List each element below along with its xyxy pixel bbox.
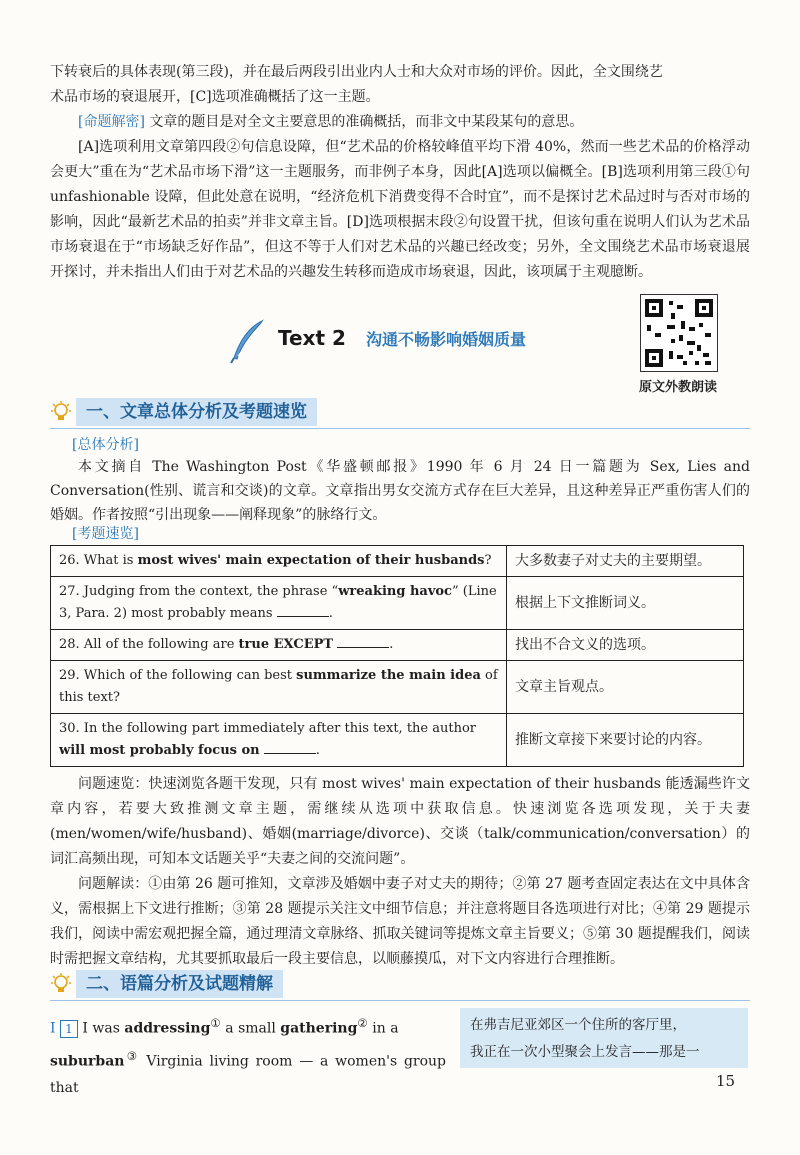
question-cn: 找出不合文义的选项。	[507, 630, 744, 661]
para-mark: I	[50, 1020, 56, 1037]
passage-text: a small	[220, 1020, 281, 1037]
question-table	[50, 545, 744, 767]
page-number: 15	[716, 1072, 736, 1090]
question-text: 27. Judging from the context, the phrase “	[59, 584, 339, 599]
qr-code[interactable]	[640, 294, 718, 372]
vocab-word: gathering	[280, 1020, 358, 1037]
question-row	[51, 661, 744, 714]
question-cn: 根据上下文推断词义。	[507, 577, 744, 630]
overview-text: 本文摘自 The Washington Post《华盛顿邮报》1990 年 6 月 24 日一篇题为 Sex, Lies and Conversation(性别、谎言和交谈)的文章。文章指出男女交流方式存在巨大差异，且这种差异正严重伤害人们的婚姻。作者按照“引出现象——阐释现象”的脉络行文。	[50, 459, 750, 523]
section-2-header	[50, 970, 750, 1001]
section-1-header	[50, 398, 750, 429]
question-en: 30. In the following part immediately after this text, the author will most probably focus on .	[51, 714, 507, 767]
preview-tag-text: [考题速览]	[72, 526, 139, 542]
question-key: wreaking havoc	[338, 584, 452, 599]
question-text: 28. All of the following are	[59, 637, 239, 652]
answer-blank	[264, 741, 316, 754]
vocab-word: suburban	[50, 1053, 125, 1070]
qr-pattern-icon	[641, 295, 717, 371]
passage-para-1	[50, 1010, 446, 1102]
translation-line-2: 我正在一次小型聚会上发言——那是一	[470, 1044, 700, 1060]
text-title-en: Text 2	[278, 326, 346, 350]
question-row	[51, 546, 744, 577]
vocab-mark: ③	[124, 1048, 140, 1063]
preview-tag	[72, 522, 752, 547]
section-1-title: 一、文章总体分析及考题速览	[76, 398, 317, 426]
question-key: will most probably focus on	[59, 743, 260, 758]
question-en	[51, 546, 507, 577]
question-row	[51, 630, 744, 661]
vocab-word: addressing	[124, 1020, 211, 1037]
question-text: 30. In the following part immediately after this text, the author	[59, 721, 476, 736]
vocab-mark: ①	[210, 1016, 221, 1030]
section-2-title: 二、语篇分析及试题精解	[76, 970, 283, 998]
quill-icon	[228, 318, 268, 364]
question-key: summarize the main idea	[296, 668, 481, 683]
question-en: 27. Judging from the context, the phrase “wreaking havoc” (Line 3, Para. 2) most probably means .	[51, 577, 507, 630]
note-tag: [命题解密]	[78, 114, 145, 130]
quick-view: 问题速览：快速浏览各题干发现，只有 most wives' main expectation of their husbands 能透漏些许文章内容，若要大致推测文章主题，需继续从选项中获取信息。快速浏览各选项发现，关于夫妻(men/women/wife/husband)、婚姻(marriage/divorce)、交谈（talk/communication/conversation）的词汇高频出现，可知本文话题关乎“夫妻之间的交流问题”。	[50, 776, 750, 867]
intro-line-1: 下转衰后的具体表现(第三段)，并在最后两段引出业内人士和大众对市场的评价。因此，全文围绕艺	[50, 64, 663, 80]
question-text: ” (Line 3, Para. 2) most probably means	[59, 584, 497, 621]
interpretation: 问题解读：①由第 26 题可推知，文章涉及婚姻中妻子对丈夫的期待；②第 27 题考查固定表达在文中具体含义，需根据上下文进行推断；③第 28 题提示关注文中细节信息；并注意将题目各选项进行对比；④第 29 题提示我们，阅读中需宏观把握全篇，通过理清文章脉络、抓取关键词等提炼文章主旨要义；⑤第 30 题提醒我们，阅读时需把握文章结构，尤其要抓取最后一段主要信息，以顺藤摸瓜，对下文内容进行合理推断。	[50, 876, 750, 967]
question-cn: 文章主旨观点。	[507, 661, 744, 714]
question-text: ?	[484, 553, 492, 568]
text-title	[228, 318, 608, 364]
note-text: 文章的题目是对全文主要意思的准确概括，而非文中某段某句的意思。	[144, 114, 584, 130]
intro-para-a: [A]选项利用文章第四段②句信息设障，但“艺术品的价格较峰值平均下滑 40%，然而一些艺术品的价格浮动会更大”重在为“艺术品市场下滑”这一主题服务，而非例子本身，因此[A]选项以偏概全。[B]选项利用第三段①句 unfashionable 设障，但此处意在说明，“经济危机下消费变得不合时宜”，而不是探讨艺术品过时与否对市场的影响，因此“最新艺术品的拍卖”并非文章主旨。[D]选项根据末段②句设置干扰，但该句重在说明人们认为艺术品市场衰退在于“市场缺乏好作品”，但这不等于人们对艺术品的兴趣已经改变；另外，全文围绕艺术品市场衰退展开探讨，并未指出人们由于对艺术品的兴趣发生转移而造成市场衰退，因此，该项属于主观臆断。	[50, 139, 750, 280]
overview-tag-text: [总体分析]	[72, 437, 139, 453]
question-text: 29. Which of the following can best	[59, 668, 297, 683]
sentence-number-icon: 1	[60, 1020, 78, 1038]
question-row	[51, 577, 744, 630]
question-key: true EXCEPT	[238, 637, 334, 652]
passage-text: I was	[77, 1020, 125, 1037]
translation-box	[460, 1008, 748, 1068]
question-text: 26. What is	[59, 553, 138, 568]
qr-label: 原文外教朗读	[638, 380, 717, 395]
intro-note	[50, 110, 750, 135]
answer-blank	[277, 604, 329, 617]
question-cn: 大多数妻子对丈夫的主要期望。	[507, 546, 744, 577]
question-en: 28. All of the following are true EXCEPT .	[51, 630, 507, 661]
lightbulb-icon	[50, 400, 72, 424]
passage-text: Virginia living room — a women's group that	[50, 1053, 447, 1097]
answer-blank	[337, 635, 389, 648]
vocab-mark: ②	[357, 1016, 368, 1030]
lightbulb-icon	[50, 972, 72, 996]
question-text: of this text?	[59, 668, 498, 705]
question-row	[51, 714, 744, 767]
intro-line-2: 术品市场的衰退展开，[C]选项准确概括了这一主题。	[50, 89, 380, 105]
passage-text: in a	[367, 1020, 399, 1037]
question-en	[51, 661, 507, 714]
question-cn: 推断文章接下来要讨论的内容。	[507, 714, 744, 767]
question-key: most wives' main expectation of their husbands	[137, 553, 485, 568]
text-title-cn: 沟通不畅影响婚姻质量	[366, 330, 527, 349]
translation-line-1: 在弗吉尼亚郊区一个住所的客厅里，	[470, 1017, 686, 1033]
